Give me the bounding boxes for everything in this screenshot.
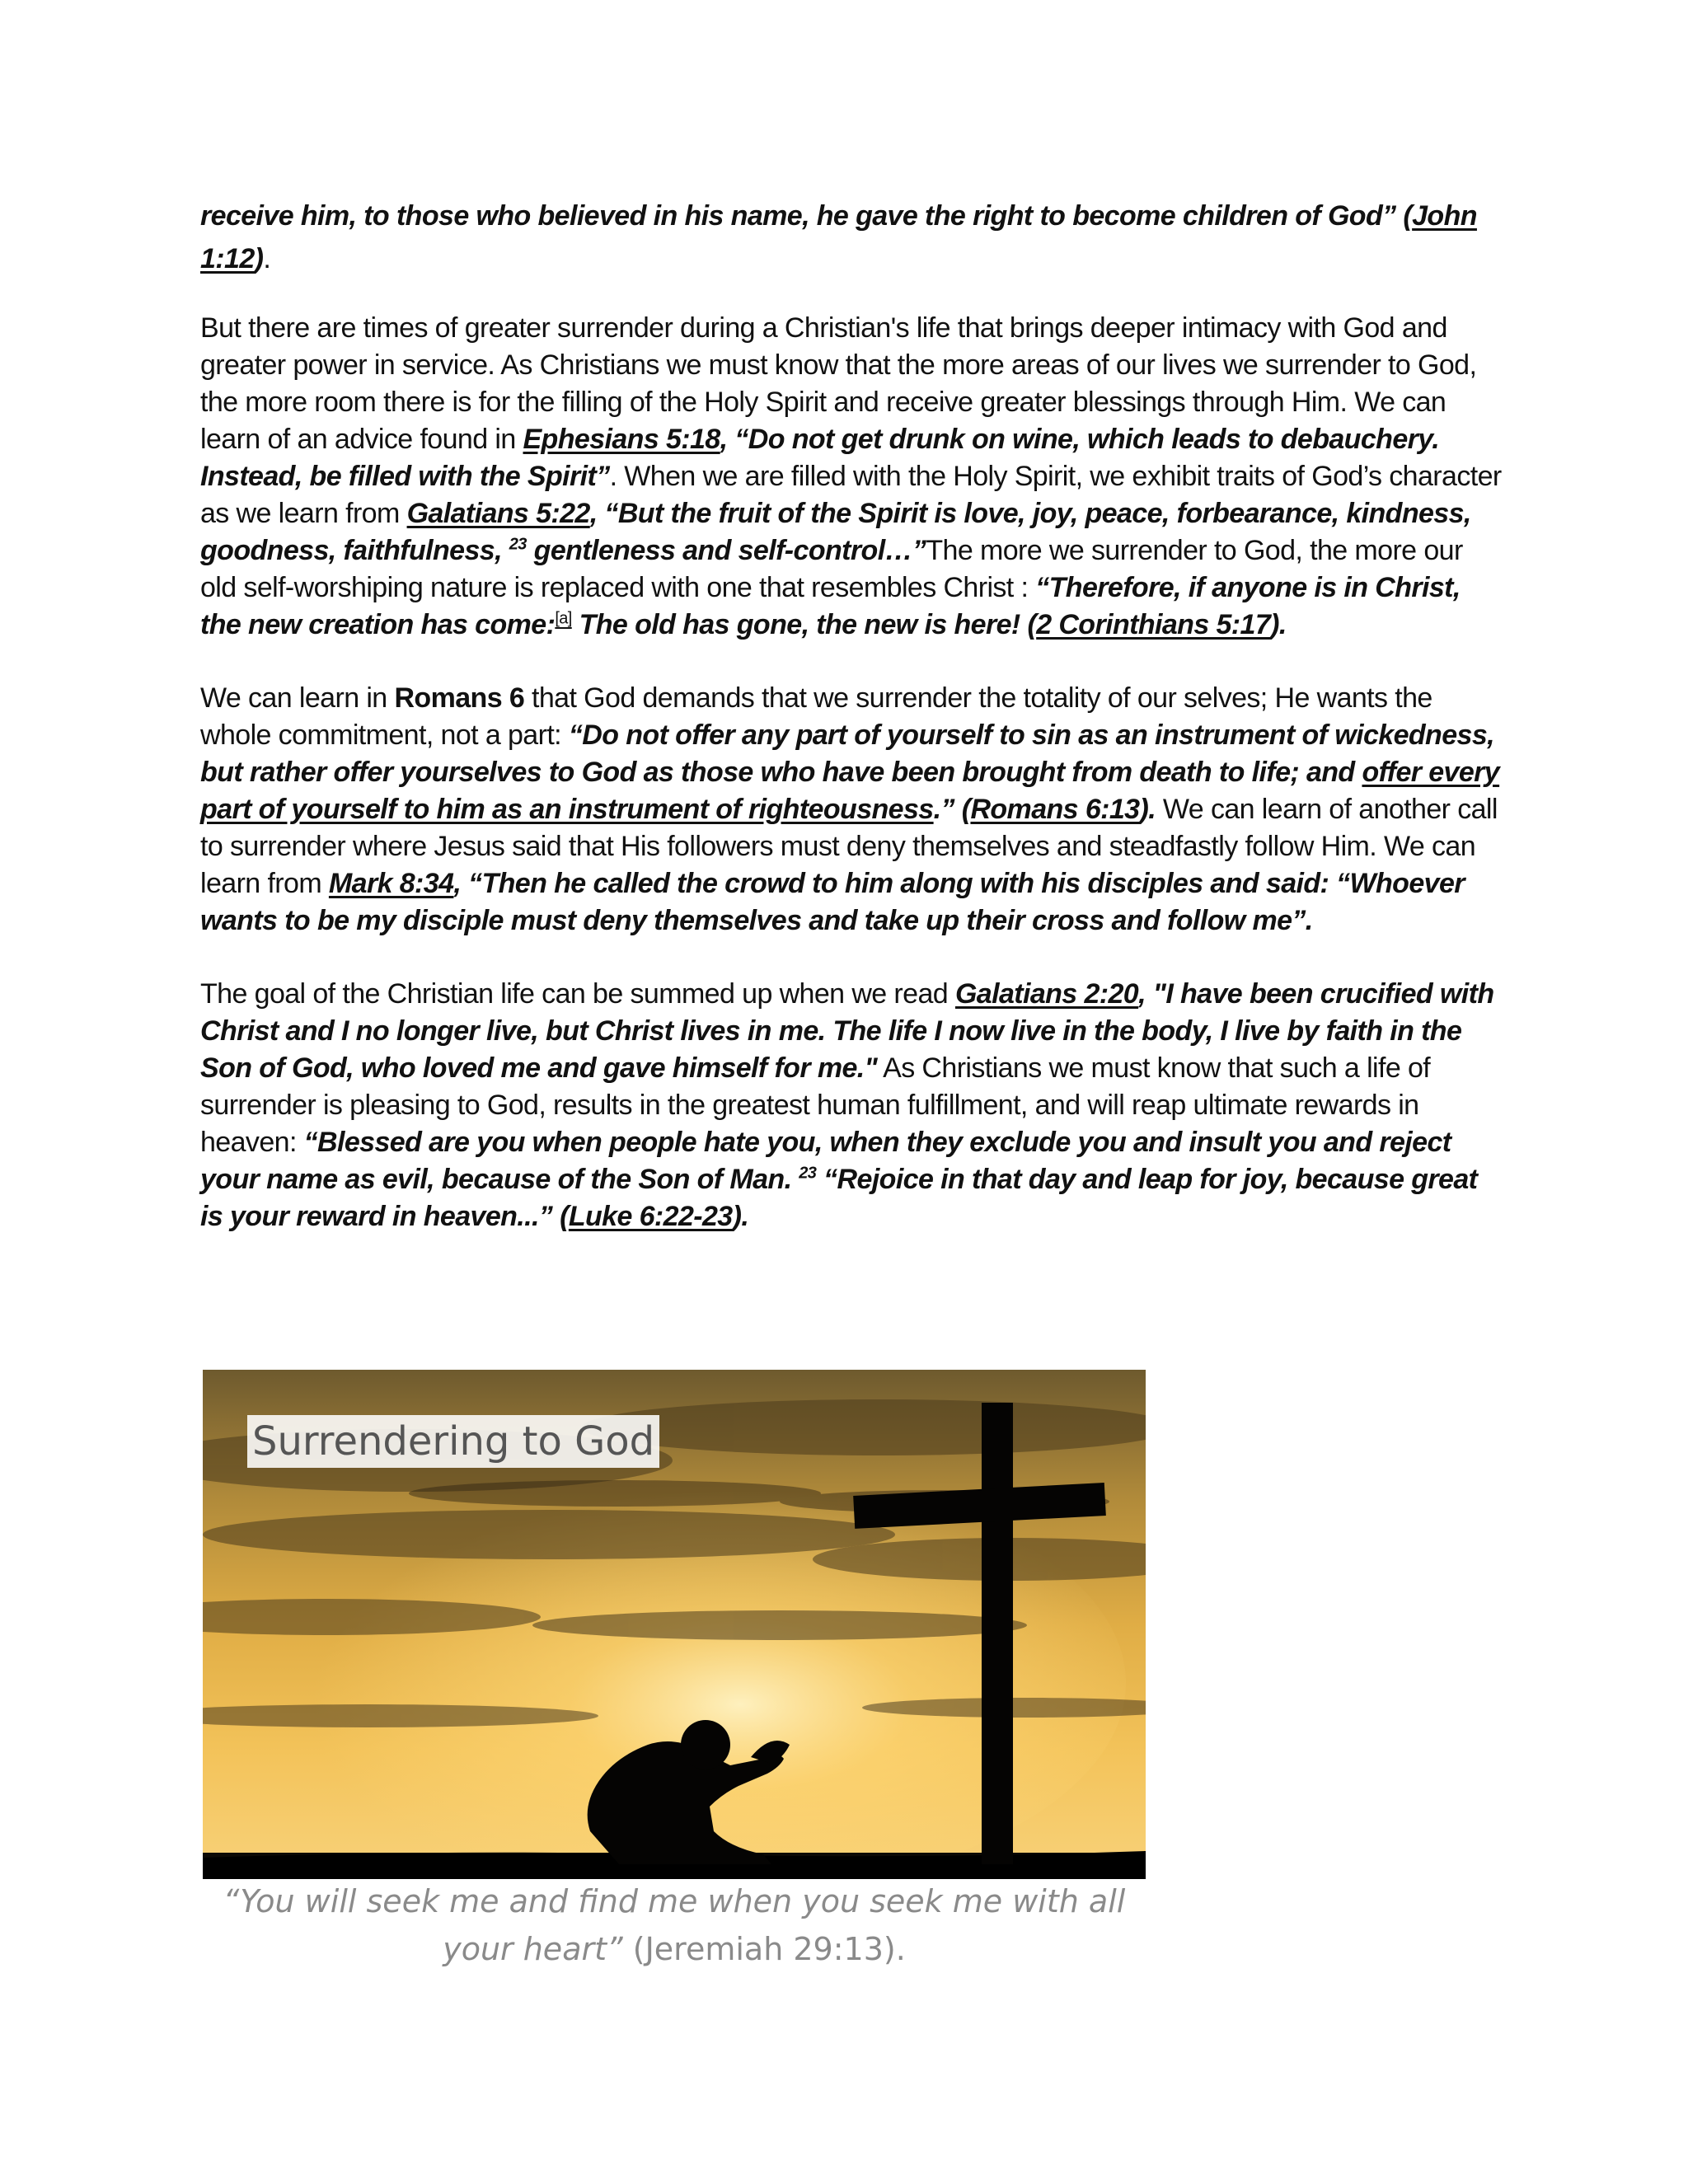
text: We can learn in bbox=[200, 682, 395, 714]
surrender-image bbox=[203, 1370, 1146, 1879]
paragraph-goal bbox=[200, 976, 1503, 1235]
text: that God demands that we surrender the totality of our selves; He wants the whole commitment, not a part: bbox=[200, 682, 1432, 751]
footnote-link[interactable]: [a] bbox=[555, 609, 572, 628]
quote-romans-end: ). bbox=[1139, 794, 1156, 825]
caption-period: . bbox=[895, 1931, 906, 1967]
quote-romans: “Do not offer any part of yourself to sin as an instrument of wickedness, but rather offer yourselves to God as those who have been brought from death to life; and bbox=[200, 719, 1494, 788]
caption-quote: “You will seek me and find me when you seek me with all your heart” bbox=[223, 1883, 1126, 1967]
quote-mark: , “Then he called the crowd to him along with his disciples and said: “Whoever wants to be my disciple must deny themselves and take up their cross and follow me”. bbox=[200, 868, 1465, 936]
figure-caption bbox=[203, 1877, 1146, 1973]
quote-corinthians: “Therefore, if anyone is in Christ, the new creation has come: bbox=[200, 572, 1461, 640]
text: The more we surrender to God, the more our old self-worshiping nature is replaced with one that resembles Christ : bbox=[200, 535, 1463, 603]
quote-john-close: ) bbox=[254, 243, 264, 274]
quote-romans-underlined: offer every part of yourself to him as an instrument of righteousness bbox=[200, 757, 1500, 825]
quote-galatians-2-20: , "I have been crucified with Christ and I no longer live, but Christ lives in me. The life I now live in the body, I live by faith in the Son of God, who loved me and gave himself for me." bbox=[200, 978, 1494, 1084]
verse-number: 23 bbox=[799, 1164, 817, 1183]
link-galatians-5-22[interactable]: Galatians 5:22 bbox=[406, 498, 590, 529]
document-body bbox=[200, 194, 1503, 1272]
period: . bbox=[263, 243, 271, 274]
quote-luke-close: ). bbox=[732, 1201, 749, 1232]
paragraph-surrender bbox=[200, 310, 1503, 644]
link-romans-6-13[interactable]: Romans 6:13 bbox=[970, 794, 1140, 825]
quote-galatians-end: gentleness and self-control…” bbox=[526, 535, 926, 566]
paragraph-john bbox=[200, 194, 1503, 280]
link-luke-6-22-23[interactable]: Luke 6:22-23 bbox=[568, 1201, 733, 1232]
link-2-corinthians-5-17[interactable]: 2 Corinthians 5:17 bbox=[1036, 609, 1271, 640]
quote-luke-cont: “Rejoice in that day and leap for joy, because great is your reward in heaven...” ( bbox=[200, 1164, 1478, 1232]
figure-title: Surrendering to God bbox=[247, 1415, 659, 1468]
text: . When we are filled with the Holy Spirit, we exhibit traits of God’s character as we learn from bbox=[200, 461, 1502, 529]
quote-galatians: , “But the fruit of the Spirit is love, joy, peace, forbearance, kindness, goodness, faithfulness, bbox=[200, 498, 1471, 566]
quote-ephesians: , “Do not get drunk on wine, which leads to debauchery. Instead, be filled with the Spirit” bbox=[200, 424, 1440, 492]
text: As Christians we must know that such a life of surrender is pleasing to God, results in the greatest human fulfillment, and will reap ultimate rewards in heaven: bbox=[200, 1052, 1431, 1158]
quote-john: receive him, to those who believed in his name, he gave the right to become children of God” ( bbox=[200, 200, 1413, 232]
text: We can learn of another call to surrender where Jesus said that His followers must deny themselves and steadfastly follow Him. We can learn from bbox=[200, 794, 1498, 899]
verse-number: 23 bbox=[509, 535, 527, 554]
caption-reference: (Jeremiah 29:13) bbox=[632, 1931, 896, 1967]
link-ephesians-5-18[interactable]: Ephesians 5:18 bbox=[523, 424, 720, 455]
link-john-1-12[interactable]: John 1:12 bbox=[200, 200, 1477, 274]
text: But there are times of greater surrender during a Christian's life that brings deeper intimacy with God and greater power in service. As Christians we must know that the more areas of our lives we surrender to God, the more room there is for the filling of the Holy Spirit and receive greater blessings through Him. We can learn of an advice found in bbox=[200, 312, 1477, 455]
quote-corinthians-close: ). bbox=[1270, 609, 1287, 640]
quote-romans-close: .” ( bbox=[933, 794, 971, 825]
link-mark-8-34[interactable]: Mark 8:34 bbox=[328, 868, 454, 899]
link-galatians-2-20[interactable]: Galatians 2:20 bbox=[954, 978, 1139, 1010]
quote-corinthians-end: The old has gone, the new is here! ( bbox=[571, 609, 1037, 640]
quote-luke: “Blessed are you when people hate you, when they exclude you and insult you and reject your name as evil, because of the Son of Man. bbox=[200, 1127, 1451, 1195]
bold-romans-6: Romans 6 bbox=[394, 682, 525, 714]
paragraph-romans bbox=[200, 680, 1503, 940]
text: The goal of the Christian life can be summed up when we read bbox=[200, 978, 955, 1010]
